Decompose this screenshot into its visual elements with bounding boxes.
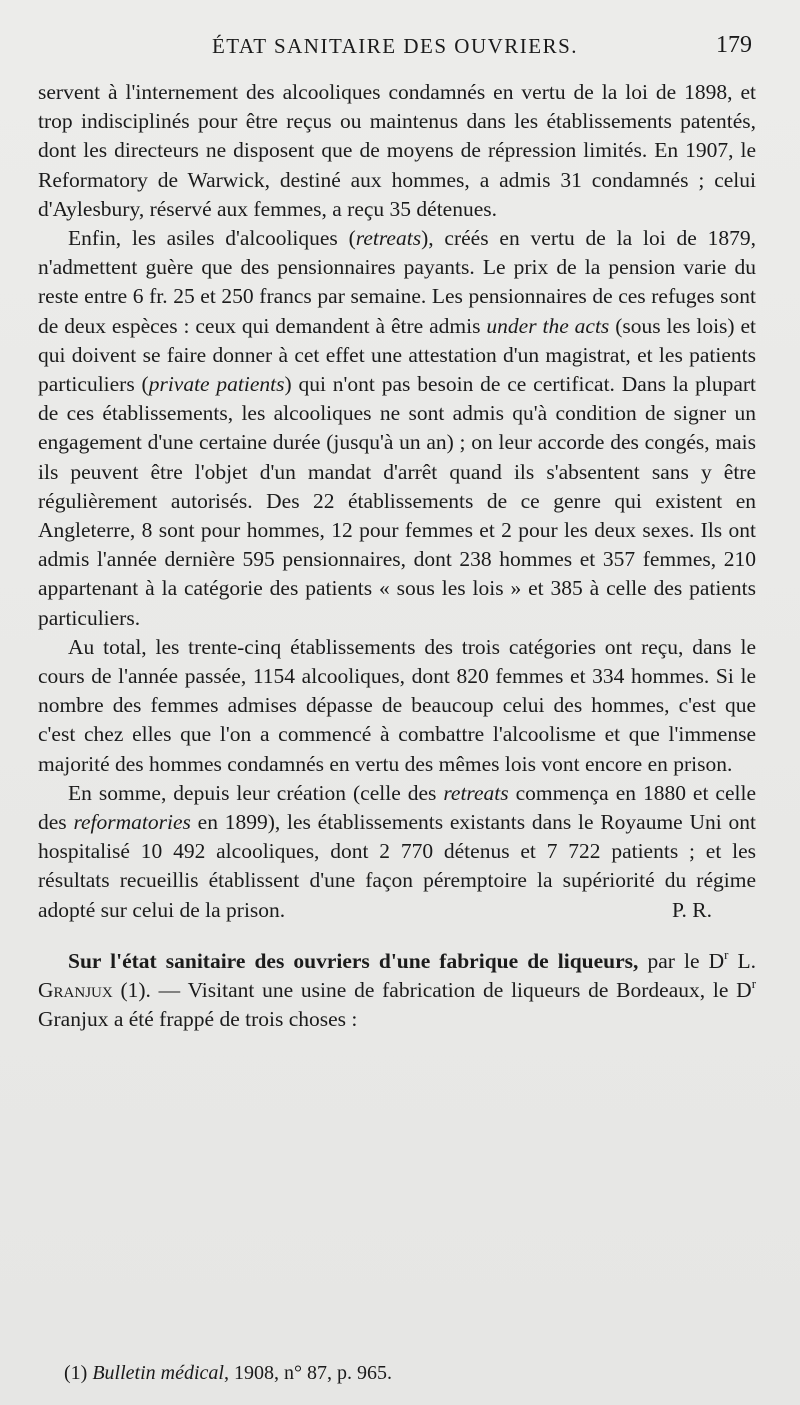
footnote-ref: (1). — xyxy=(112,978,188,1003)
superscript: r xyxy=(724,947,729,962)
body-text xyxy=(38,78,756,1035)
text-span: Visitant une usine de fabrication de liqueurs de Bordeaux, le D xyxy=(187,978,752,1003)
author-name: Granjux xyxy=(38,978,113,1003)
paragraph-1: servent à l'internement des alcooliques condamnés en vertu de la loi de 1898, et trop indisciplinés pour être reçus ou maintenus dans les établissements patentés, dont les directeurs ne disposent que de moyens de répression limités. En 1907, le Reformatory de Warwick, destiné aux hommes, a admis 31 condamnés ; celui d'Aylesbury, réservé aux femmes, a reçu 35 détenues. xyxy=(38,80,756,221)
text-span: En somme, depuis leur création (celle des xyxy=(68,780,444,805)
signature: P. R. xyxy=(671,897,712,922)
footnote-details: , 1908, n° 87, p. 965. xyxy=(223,1362,392,1384)
paragraph-3: Au total, les trente-cinq établissements des trois catégories ont reçu, dans le cours de l'année passée, 1154 alcooliques, dont 820 femmes et 334 hommes. Si le nombre des femmes admises dépasse de beaucoup celui des hommes, c'est que c'est chez elles que l'on a commencé à combattre l'alcoolisme et que l'immense majorité des hommes condamnés en vertu des mêmes lois vont encore en prison. xyxy=(38,634,756,776)
text-span: ), créés en vertu de la loi de 1879, n'admettent guère que des pensionnaires payants. Le prix de la pension varie du reste entre 6 fr. 25 et 250 francs par semaine. Les pensionnaires de ces refuges sont de deux espèces : ceux qui demandent à être admis xyxy=(38,226,756,338)
article-title: Sur l'état sanitaire des ouvriers d'une fabrique de liqueurs, xyxy=(68,948,639,973)
italic-term: retreats xyxy=(443,780,509,805)
footnote-source: Bulletin médical xyxy=(92,1362,224,1384)
section-gap xyxy=(38,925,756,947)
text-span: Granjux a été frappé de trois choses : xyxy=(38,1007,358,1032)
italic-term: reformatories xyxy=(73,810,191,835)
footnote-marker: (1) xyxy=(64,1362,93,1384)
text-span: Enfin, les asiles d'alcooliques ( xyxy=(68,226,356,251)
running-head xyxy=(38,34,752,64)
article-paragraph xyxy=(38,947,756,1035)
superscript: r xyxy=(751,977,756,992)
italic-term: private patients xyxy=(148,372,285,397)
italic-term: under the acts xyxy=(486,313,610,338)
text-span: (sous les lois) et qui doivent se faire donner à cet effet une attestation d'un magistrat, et les patients particuliers ( xyxy=(38,313,757,397)
paragraph-2 xyxy=(38,224,756,633)
italic-term: retreats xyxy=(355,226,422,251)
text-span: L. xyxy=(728,948,756,973)
footnote xyxy=(64,1362,392,1385)
running-title: ÉTAT SANITAIRE DES OUVRIERS. xyxy=(211,34,579,58)
page-number: 179 xyxy=(716,32,752,58)
text-span: par le D xyxy=(638,948,725,973)
text-span: commença en 1880 et celle des xyxy=(38,780,756,835)
paragraph-4 xyxy=(38,779,756,925)
text-span: ) qui n'ont pas besoin de ce certificat. Dans la plupart de ces établissements, les alcooliques ne sont admis qu'à condition de signer un engagement d'une certaine durée (jusqu'à un an) ; on leur accorde des congés, mais ils peuvent être l'objet d'un mandat d'arrêt quand ils s'absentent sans y être régulièrement autorisés. Des 22 établissements de ce genre qui existent en Angleterre, 8 sont pour hommes, 12 pour femmes et 2 pour les deux sexes. Ils ont admis l'année dernière 595 pensionnaires, dont 238 hommes et 357 femmes, 210 appartenant à la catégorie des patients « sous les lois » et 385 à celle des patients particuliers. xyxy=(38,372,757,630)
text-span: en 1899), les établissements existants dans le Royaume Uni ont hospitalisé 10 492 alcooliques, dont 2 770 détenus et 7 722 patients ; et les résultats recueillis établissent d'une façon péremptoire la supériorité du régime adopté sur celui de la prison. xyxy=(38,810,756,922)
